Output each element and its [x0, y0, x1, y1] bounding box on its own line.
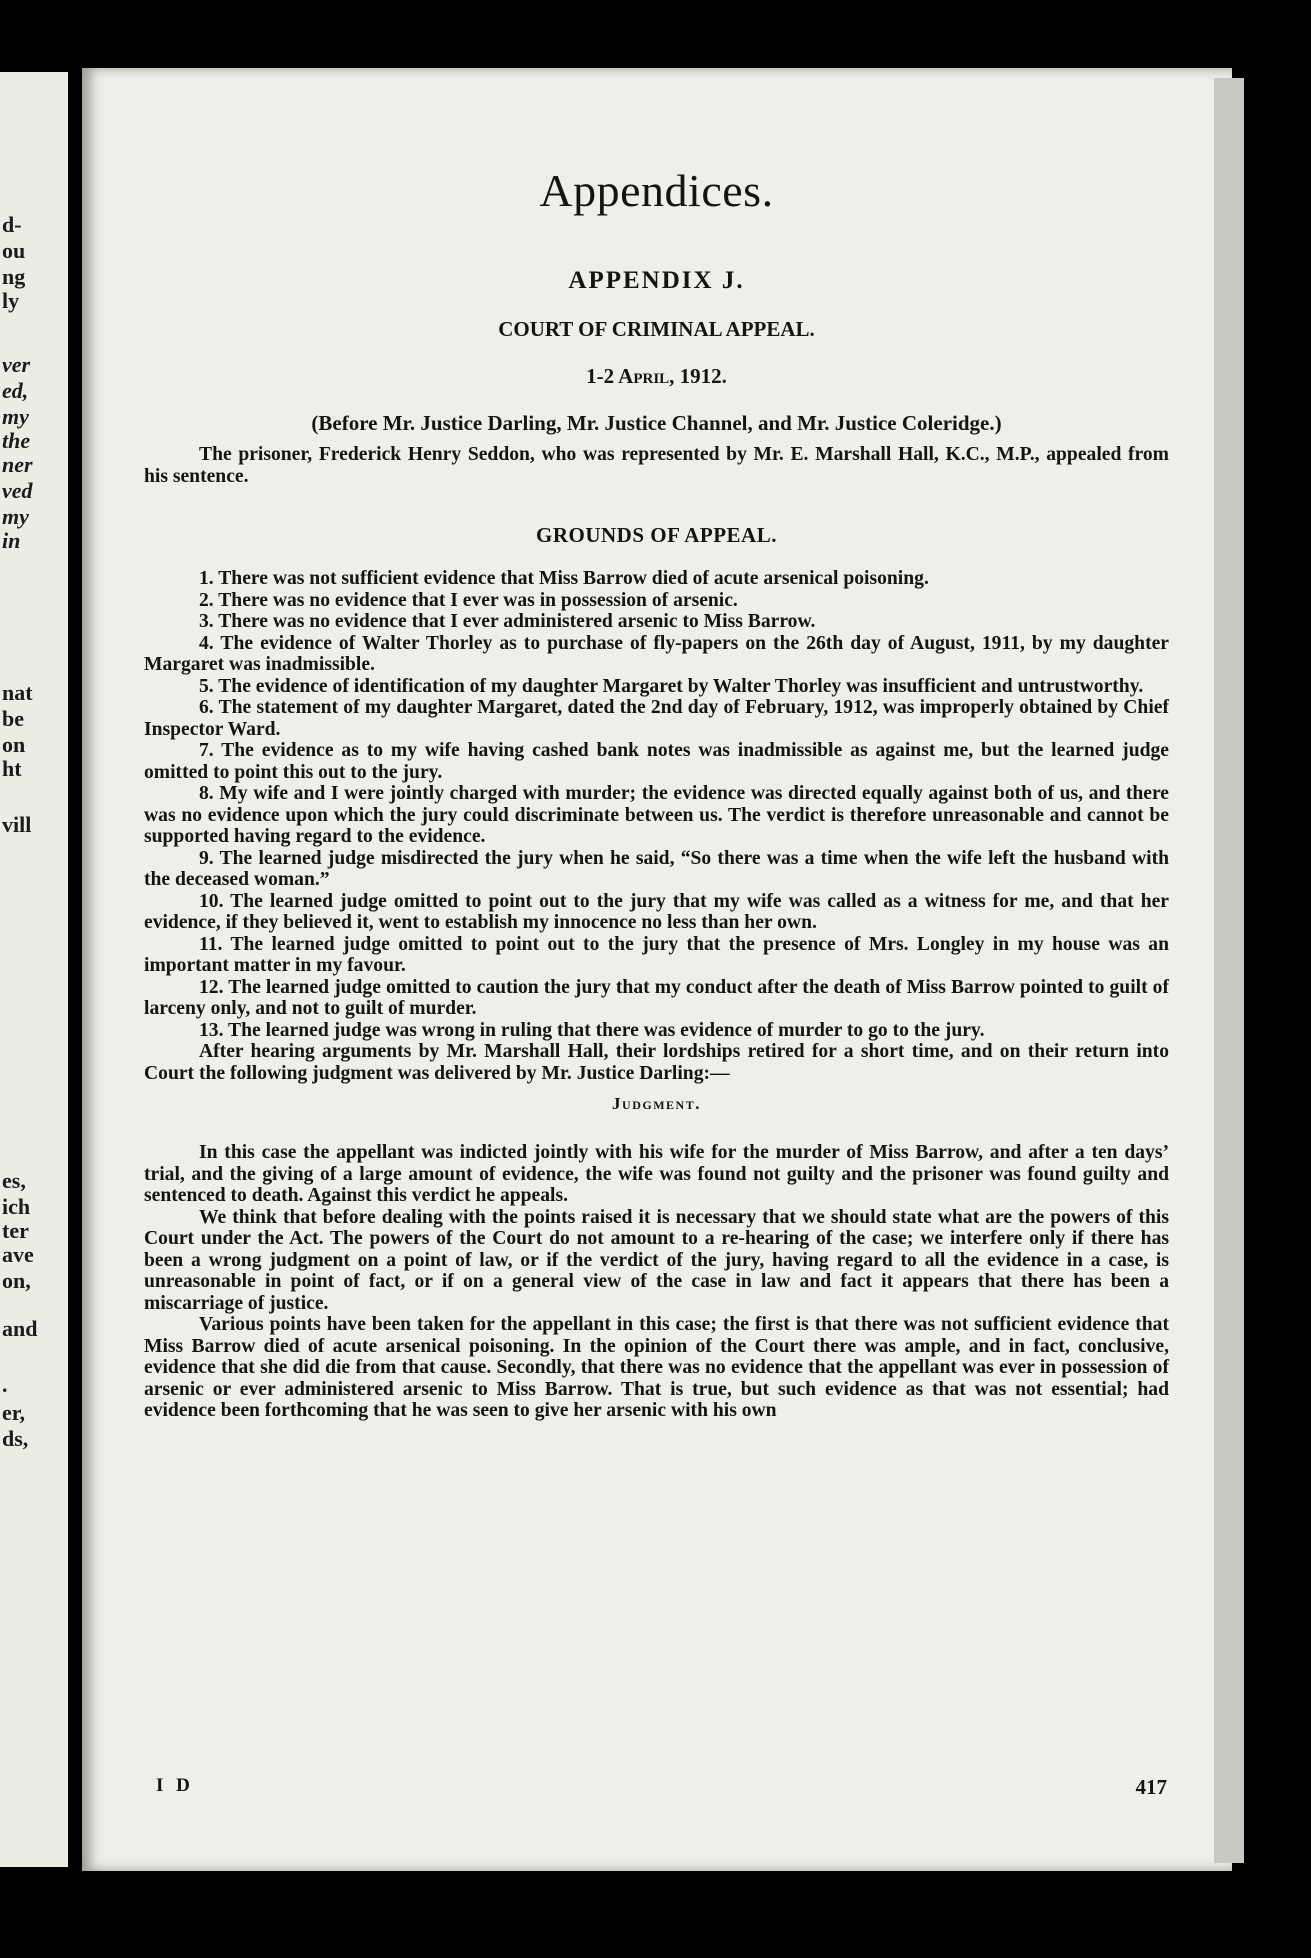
grounds-list: [144, 568, 1169, 1084]
ground-item: 2. There was no evidence that I ever was in possession of arsenic.: [199, 589, 738, 611]
facing-page-fragment: ed,: [2, 378, 29, 403]
ground-item: 9. The learned judge misdirected the jury when he said, “So there was a time when the wife left the husband with the deceased woman.”: [144, 847, 1169, 890]
judgment-paragraph: We think that before dealing with the points raised it is necessary that we should state what are the powers of this Court under the Act. The powers of the Court do not amount to a re-hearing of the case; we interfere only if there has been a wrong judgment on a point of law, or if the verdict of the jury, having regard to all the evidence in a case, is unreasonable in point of fact, or if on a general view of the case in law and fact it appears that there has been a miscarriage of justice.: [144, 1206, 1169, 1314]
book-page: [82, 68, 1232, 1871]
bench-line: (Before Mr. Justice Darling, Mr. Justice Channel, and Mr. Justice Coleridge.): [311, 411, 1002, 435]
page-edge-shadow: [1214, 78, 1244, 1863]
ground-item: 1. There was not sufficient evidence that Miss Barrow died of acute arsenical poisoning.: [199, 568, 929, 589]
facing-page-fragment: the: [2, 428, 31, 453]
facing-page-fragment: vill: [2, 812, 32, 837]
date-line: [144, 364, 1169, 389]
ground-item: 6. The statement of my daughter Margaret, dated the 2nd day of February, 1912, was improperly obtained by Chief Inspector Ward.: [144, 697, 1169, 740]
judgment-paragraph: In this case the appellant was indicted jointly with his wife for the murder of Miss Barrow, and after a ten days’ trial, and the giving of a large amount of evidence, the wife was found not guilty and the prisoner was found guilty and sentenced to death. Against this verdict he appeals.: [144, 1142, 1169, 1206]
facing-page-fragment: ver: [2, 352, 31, 377]
ground-item: After hearing arguments by Mr. Marshall Hall, their lordships retired for a short time, and on their return into Court the following judgment was delivered by Mr. Justice Darling:—: [144, 1041, 1169, 1084]
ground-item: 10. The learned judge omitted to point out to the jury that my wife was called as a witness for me, and that her evidence, if they believed it, went to establish my innocence no less than her own.: [144, 890, 1169, 933]
facing-page-fragment: .: [2, 1372, 8, 1397]
facing-page-fragment: in: [2, 528, 21, 553]
ground-item: 11. The learned judge omitted to point out to the jury that the presence of Mrs. Longley in my house was an important matter in my favour.: [144, 933, 1169, 976]
facing-page-fragment: ich: [2, 1194, 31, 1219]
facing-page-fragment: be: [2, 706, 24, 731]
page-number: 417: [1135, 1775, 1167, 1799]
ground-item: 5. The evidence of identification of my daughter Margaret by Walter Thorley was insufficient and untrustworthy.: [199, 675, 1144, 697]
facing-page-fragment: ved: [2, 478, 33, 503]
facing-page-fragment: ht: [2, 756, 22, 781]
appendix-title: APPENDIX J.: [568, 267, 745, 294]
page-title: Appendices.: [539, 165, 774, 216]
ground-item: 4. The evidence of Walter Thorley as to purchase of fly-papers on the 26th day of August, 1911, by my daughter Margaret was inadmissible.: [144, 632, 1169, 675]
judgment-paragraph: Various points have been taken for the appellant in this case; the first is that there was not sufficient evidence that Miss Barrow died of acute arsenical poisoning. In the opinion of the Court there was ample, and in fact, conclusive, evidence that she did die from that cause. Secondly, that there was no evidence that the appellant was ever in possession of arsenic or ever administered arsenic to Miss Barrow. That is true, but such evidence as that was not essential; had evidence been forthcoming that he was seen to give her arsenic with his own: [144, 1314, 1169, 1421]
ground-item: 7. The evidence as to my wife having cashed bank notes was inadmissible as against me, but the learned judge omitted to point this out to the jury.: [144, 740, 1169, 783]
facing-page-fragment: ter: [2, 1218, 29, 1243]
date-text: 1-2 April, 1912.: [586, 364, 727, 388]
facing-page-fragment: es,: [2, 1168, 26, 1193]
ground-item: 12. The learned judge omitted to caution the jury that my conduct after the death of Miss Barrow pointed to guilt of larceny only, and not to guilt of murder.: [144, 976, 1169, 1019]
facing-page-fragment: ou: [2, 238, 26, 263]
facing-page-fragment: ner: [2, 452, 33, 477]
intro-paragraph: The prisoner, Frederick Henry Seddon, who was represented by Mr. E. Marshall Hall, K.C., M.P., appealed from his sentence.: [144, 444, 1169, 487]
court-title: COURT OF CRIMINAL APPEAL.: [498, 317, 815, 341]
facing-page-fragment: and: [2, 1316, 38, 1341]
ground-item: 3. There was no evidence that I ever administered arsenic to Miss Barrow.: [199, 611, 816, 632]
facing-page-fragment: ave: [2, 1242, 34, 1267]
judgment-heading: Judgment.: [612, 1094, 701, 1113]
ground-item: 13. The learned judge was wrong in ruling that there was evidence of murder to go to the jury.: [199, 1019, 985, 1041]
ground-item: 8. My wife and I were jointly charged with murder; the evidence was directed equally against both of us, and there was no evidence upon which the jury could discriminate between us. The verdict is therefore unreasonable and cannot be supported having regard to the evidence.: [144, 783, 1169, 847]
facing-page-fragment: nat: [2, 680, 33, 705]
grounds-heading: GROUNDS OF APPEAL.: [536, 523, 777, 547]
facing-page-fragment: on,: [2, 1268, 31, 1293]
facing-page-fragment: my: [2, 504, 29, 529]
facing-page-fragment: er,: [2, 1400, 26, 1425]
facing-page-fragment: on: [2, 732, 26, 757]
facing-page-fragment: d-: [2, 212, 22, 237]
facing-page-fragment: ds,: [2, 1426, 29, 1451]
judgment-body: [144, 1142, 1169, 1422]
facing-page-strip: [0, 72, 68, 1867]
facing-page-fragment: my: [2, 404, 29, 429]
facing-page-fragment: ly: [2, 288, 20, 313]
signature-mark: I D: [156, 1775, 194, 1796]
page-content: [144, 164, 1169, 1422]
facing-page-fragment: ng: [2, 264, 26, 289]
